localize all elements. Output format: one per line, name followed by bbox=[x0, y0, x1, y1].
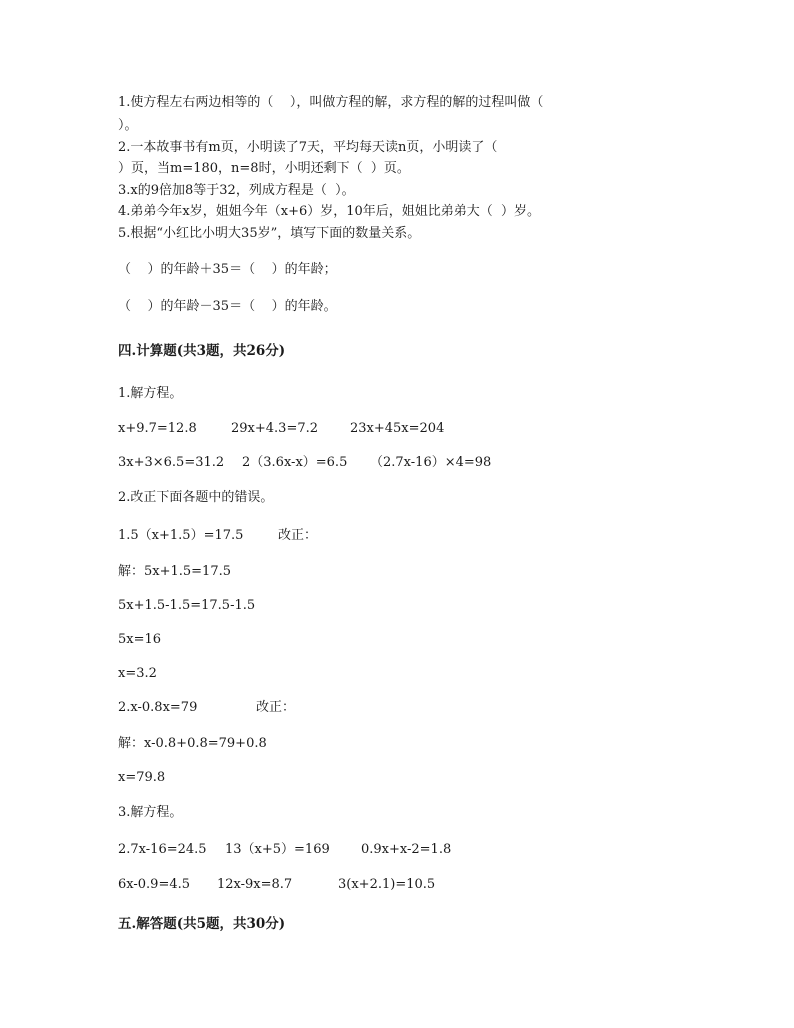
solution-step: x=3.2 bbox=[118, 666, 157, 681]
equation: x+9.7=12.8 bbox=[118, 421, 197, 436]
equation: 12x-9x=8.7 bbox=[217, 877, 293, 892]
equation: 2.7x-16=24.5 bbox=[118, 842, 207, 857]
equation: 23x+45x=204 bbox=[350, 421, 445, 436]
question-5: 5.根据“小红比小明大35岁”，填写下面的数量关系。 bbox=[118, 226, 421, 241]
section-4-problem-1-title: 1.解方程。 bbox=[118, 386, 183, 401]
question-5-relation-a: （ ）的年龄＋35＝（ ）的年龄； bbox=[118, 262, 337, 277]
question-1-line-2: ）。 bbox=[118, 118, 138, 133]
correction-label: 改正： bbox=[278, 528, 318, 543]
equation: 3x+3×6.5=31.2 bbox=[118, 455, 225, 470]
question-2-line-2: ）页，当m=180，n=8时，小明还剩下（ ）页。 bbox=[118, 161, 410, 176]
section-4-title: 四.计算题(共3题，共26分) bbox=[118, 343, 286, 359]
question-2-line-1: 2.一本故事书有m页，小明读了7天，平均每天读n页，小明读了（ bbox=[118, 140, 498, 155]
question-4: 4.弟弟今年x岁，姐姐今年（x+6）岁，10年后，姐姐比弟弟大（ ）岁。 bbox=[118, 204, 541, 219]
equation: （2.7x-16）×4=98 bbox=[370, 455, 492, 470]
wrong-equation: 2.x-0.8x=79 bbox=[118, 700, 198, 715]
solution-step: 解：5x+1.5=17.5 bbox=[118, 564, 232, 579]
section-5-title: 五.解答题(共5题，共30分) bbox=[118, 916, 286, 932]
section-4-problem-2-title: 2.改正下面各题中的错误。 bbox=[118, 490, 274, 505]
correction-label: 改正： bbox=[256, 700, 296, 715]
equation: 0.9x+x-2=1.8 bbox=[361, 842, 452, 857]
solution-step: 5x=16 bbox=[118, 632, 162, 647]
equation: 3(x+2.1)=10.5 bbox=[338, 877, 436, 892]
question-5-relation-b: （ ）的年龄－35＝（ ）的年龄。 bbox=[118, 299, 337, 314]
solution-step: 5x+1.5-1.5=17.5-1.5 bbox=[118, 598, 256, 613]
question-3: 3.x的9倍加8等于32，列成方程是（ ）。 bbox=[118, 183, 355, 198]
equation: 2（3.6x-x）=6.5 bbox=[242, 455, 348, 470]
equation: 29x+4.3=7.2 bbox=[231, 421, 319, 436]
equation: 6x-0.9=4.5 bbox=[118, 877, 191, 892]
wrong-equation: 1.5（x+1.5）=17.5 bbox=[118, 528, 244, 543]
solution-step: x=79.8 bbox=[118, 770, 166, 785]
solution-step: 解：x-0.8+0.8=79+0.8 bbox=[118, 736, 267, 751]
question-1-line-1: 1.使方程左右两边相等的（ ），叫做方程的解，求方程的解的过程叫做（ bbox=[118, 95, 544, 110]
section-4-problem-3-title: 3.解方程。 bbox=[118, 805, 183, 820]
equation: 13（x+5）=169 bbox=[225, 842, 330, 857]
